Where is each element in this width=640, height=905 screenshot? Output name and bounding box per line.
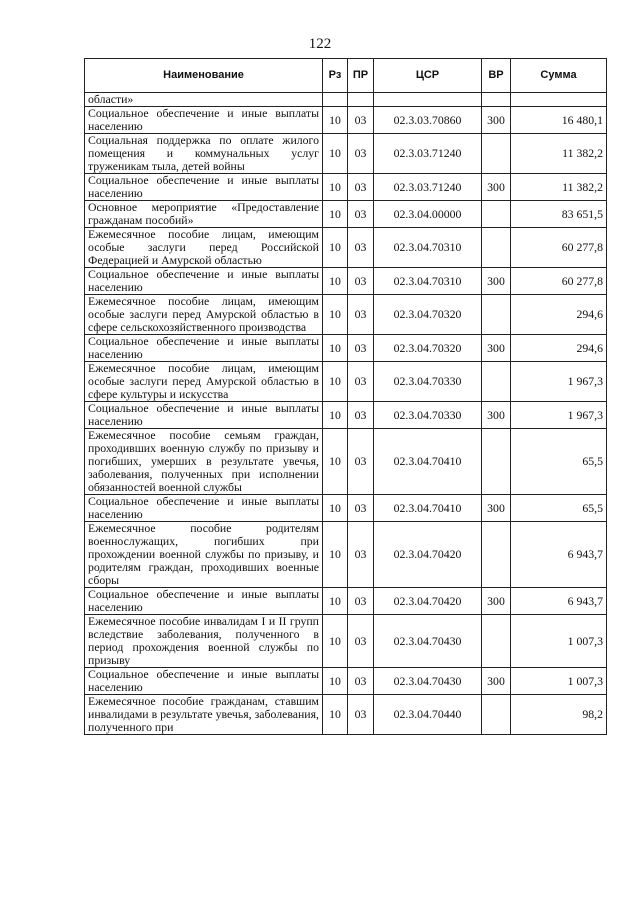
- cell-vr: [482, 134, 511, 174]
- cell-name: Ежемесячное пособие семьям граждан, проходивших военную службу по призыву и погибших, умерших в результате увечья, заболевания, полученных при исполнении обязанностей военной службы: [85, 429, 323, 495]
- cell-vr: 300: [482, 495, 511, 522]
- cell-rz: 10: [323, 695, 348, 735]
- cell-csr: 02.3.04.70440: [374, 695, 482, 735]
- cell-csr: 02.3.04.70310: [374, 268, 482, 295]
- cell-name: Социальная поддержка по оплате жилого помещения и коммунальных услуг труженикам тыла, детей войны: [85, 134, 323, 174]
- cell-pr: 03: [348, 522, 374, 588]
- cell-name: Ежемесячное пособие гражданам, ставшим инвалидами в результате увечья, заболевания, полученного при: [85, 695, 323, 735]
- cell-rz: 10: [323, 174, 348, 201]
- table-row: [85, 93, 607, 107]
- cell-vr: 300: [482, 588, 511, 615]
- cell-csr: 02.3.04.70410: [374, 429, 482, 495]
- cell-name: Социальное обеспечение и иные выплаты населению: [85, 402, 323, 429]
- cell-rz: 10: [323, 268, 348, 295]
- cell-vr: [482, 429, 511, 495]
- cell-rz: 10: [323, 429, 348, 495]
- cell-csr: [374, 93, 482, 107]
- cell-name: Социальное обеспечение и иные выплаты населению: [85, 495, 323, 522]
- header-sum: Сумма: [511, 59, 607, 93]
- cell-vr: 300: [482, 668, 511, 695]
- cell-rz: 10: [323, 402, 348, 429]
- cell-sum: 16 480,1: [511, 107, 607, 134]
- cell-pr: 03: [348, 201, 374, 228]
- cell-name: Социальное обеспечение и иные выплаты населению: [85, 668, 323, 695]
- cell-sum: 1 007,3: [511, 615, 607, 668]
- cell-rz: 10: [323, 522, 348, 588]
- cell-sum: 98,2: [511, 695, 607, 735]
- table-row: [85, 495, 607, 522]
- cell-rz: 10: [323, 201, 348, 228]
- header-name: Наименование: [85, 59, 323, 93]
- cell-sum: [511, 93, 607, 107]
- cell-pr: 03: [348, 107, 374, 134]
- cell-pr: 03: [348, 402, 374, 429]
- cell-sum: 11 382,2: [511, 134, 607, 174]
- cell-name: Социальное обеспечение и иные выплаты населению: [85, 335, 323, 362]
- cell-pr: 03: [348, 134, 374, 174]
- cell-csr: 02.3.04.70330: [374, 402, 482, 429]
- cell-sum: 60 277,8: [511, 228, 607, 268]
- cell-vr: 300: [482, 107, 511, 134]
- cell-sum: 6 943,7: [511, 588, 607, 615]
- cell-sum: 1 967,3: [511, 362, 607, 402]
- cell-pr: 03: [348, 295, 374, 335]
- cell-csr: 02.3.04.70320: [374, 295, 482, 335]
- cell-rz: 10: [323, 107, 348, 134]
- table-row: [85, 402, 607, 429]
- cell-sum: 11 382,2: [511, 174, 607, 201]
- header-pr: ПР: [348, 59, 374, 93]
- table-row: [85, 134, 607, 174]
- cell-sum: 65,5: [511, 429, 607, 495]
- cell-rz: 10: [323, 495, 348, 522]
- cell-csr: 02.3.04.70420: [374, 588, 482, 615]
- cell-sum: 60 277,8: [511, 268, 607, 295]
- cell-pr: 03: [348, 588, 374, 615]
- table-row: [85, 668, 607, 695]
- cell-rz: 10: [323, 615, 348, 668]
- cell-pr: [348, 93, 374, 107]
- cell-name: Социальное обеспечение и иные выплаты населению: [85, 174, 323, 201]
- cell-pr: 03: [348, 335, 374, 362]
- cell-name: области»: [85, 93, 323, 107]
- cell-sum: 1 007,3: [511, 668, 607, 695]
- cell-sum: 83 651,5: [511, 201, 607, 228]
- cell-name: Социальное обеспечение и иные выплаты населению: [85, 588, 323, 615]
- cell-vr: 300: [482, 335, 511, 362]
- cell-pr: 03: [348, 429, 374, 495]
- cell-rz: [323, 93, 348, 107]
- cell-name: Ежемесячное пособие лицам, имеющим особые заслуги перед Амурской областью в сфере сельскохозяйственного производства: [85, 295, 323, 335]
- header-rz: Рз: [323, 59, 348, 93]
- table-row: [85, 588, 607, 615]
- cell-rz: 10: [323, 362, 348, 402]
- table-row: [85, 228, 607, 268]
- cell-csr: 02.3.03.70860: [374, 107, 482, 134]
- cell-sum: 6 943,7: [511, 522, 607, 588]
- cell-pr: 03: [348, 362, 374, 402]
- cell-pr: 03: [348, 495, 374, 522]
- cell-rz: 10: [323, 588, 348, 615]
- cell-csr: 02.3.03.71240: [374, 174, 482, 201]
- table-body: [85, 93, 607, 735]
- cell-csr: 02.3.04.70320: [374, 335, 482, 362]
- cell-csr: 02.3.04.70420: [374, 522, 482, 588]
- cell-name: Ежемесячное пособие родителям военнослужащих, погибших при прохождении военной службы по призыву, и родителям граждан, проходивших военные сборы: [85, 522, 323, 588]
- cell-csr: 02.3.04.70430: [374, 615, 482, 668]
- table-header-row: [85, 59, 607, 93]
- cell-rz: 10: [323, 134, 348, 174]
- cell-csr: 02.3.03.71240: [374, 134, 482, 174]
- cell-name: Социальное обеспечение и иные выплаты населению: [85, 107, 323, 134]
- table-row: [85, 429, 607, 495]
- cell-pr: 03: [348, 228, 374, 268]
- cell-rz: 10: [323, 668, 348, 695]
- cell-name: Ежемесячное пособие лицам, имеющим особые заслуги перед Российской Федерацией и Амурской областью: [85, 228, 323, 268]
- budget-table: [84, 58, 607, 735]
- cell-sum: 294,6: [511, 295, 607, 335]
- cell-csr: 02.3.04.70410: [374, 495, 482, 522]
- cell-pr: 03: [348, 174, 374, 201]
- cell-vr: [482, 615, 511, 668]
- cell-vr: [482, 522, 511, 588]
- cell-pr: 03: [348, 695, 374, 735]
- table-row: [85, 174, 607, 201]
- page-number: 122: [308, 36, 332, 52]
- cell-vr: 300: [482, 268, 511, 295]
- cell-vr: [482, 295, 511, 335]
- cell-vr: 300: [482, 174, 511, 201]
- cell-csr: 02.3.04.00000: [374, 201, 482, 228]
- cell-vr: [482, 362, 511, 402]
- table-row: [85, 362, 607, 402]
- cell-pr: 03: [348, 668, 374, 695]
- cell-csr: 02.3.04.70330: [374, 362, 482, 402]
- cell-name: Социальное обеспечение и иные выплаты населению: [85, 268, 323, 295]
- cell-csr: 02.3.04.70430: [374, 668, 482, 695]
- cell-name: Ежемесячное пособие инвалидам I и II групп вследствие заболевания, полученного в период прохождения военной службы по призыву: [85, 615, 323, 668]
- cell-name: Основное мероприятие «Предоставление гражданам пособий»: [85, 201, 323, 228]
- table-row: [85, 107, 607, 134]
- header-csr: ЦСР: [374, 59, 482, 93]
- table-row: [85, 522, 607, 588]
- table-row: [85, 268, 607, 295]
- table-row: [85, 695, 607, 735]
- cell-sum: 65,5: [511, 495, 607, 522]
- table-row: [85, 615, 607, 668]
- header-vr: ВР: [482, 59, 511, 93]
- cell-vr: 300: [482, 402, 511, 429]
- cell-rz: 10: [323, 228, 348, 268]
- cell-sum: 294,6: [511, 335, 607, 362]
- cell-vr: [482, 695, 511, 735]
- cell-pr: 03: [348, 615, 374, 668]
- cell-name: Ежемесячное пособие лицам, имеющим особые заслуги перед Амурской областью в сфере культуры и искусства: [85, 362, 323, 402]
- cell-rz: 10: [323, 295, 348, 335]
- cell-vr: [482, 93, 511, 107]
- cell-pr: 03: [348, 268, 374, 295]
- cell-vr: [482, 228, 511, 268]
- cell-sum: 1 967,3: [511, 402, 607, 429]
- table-row: [85, 295, 607, 335]
- cell-rz: 10: [323, 335, 348, 362]
- table-row: [85, 201, 607, 228]
- cell-vr: [482, 201, 511, 228]
- table-row: [85, 335, 607, 362]
- cell-csr: 02.3.04.70310: [374, 228, 482, 268]
